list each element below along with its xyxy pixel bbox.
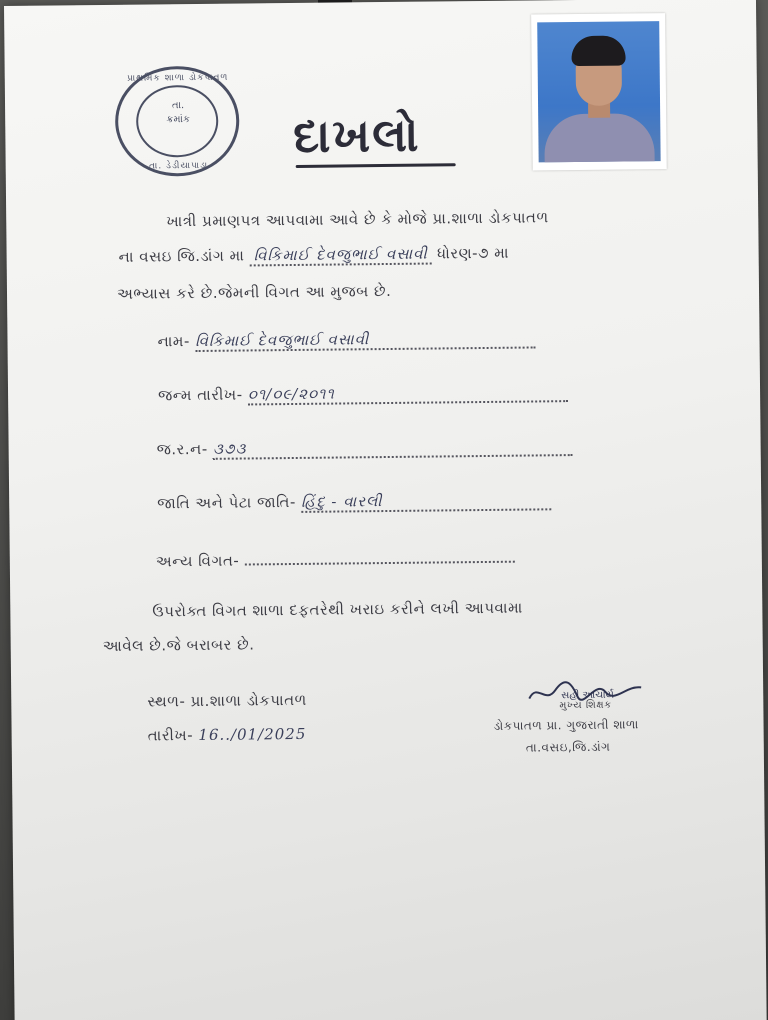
date-row — [148, 725, 307, 745]
field-caste — [157, 490, 551, 514]
field-name-label: નામ- — [157, 332, 190, 351]
signatory-title: મુખ્ય શિક્ષક — [559, 699, 612, 712]
field-dob-value: ૦૧/૦૯/૨૦૧૧ — [248, 382, 568, 405]
intro-line-1: ખાત્રી પ્રમાણપત્ર આપવામા આવે છે કે મોજે પ્રા.શાળા ડોકપાતળ — [166, 208, 549, 231]
school-stamp — [115, 66, 240, 177]
stamp-center-line1: તા. — [171, 100, 185, 112]
date-value: 16../01/2025 — [198, 724, 307, 745]
closing-line-1: ઉપરોક્ત વિગત શાળા દફતરેથી ખરાઇ કરીને લખી આપવામા — [152, 598, 523, 621]
place-label: સ્થળ- — [147, 692, 186, 711]
photo-hair — [571, 35, 625, 66]
field-caste-label: જાતિ અને પેટા જાતિ- — [157, 492, 296, 513]
stamp-ring-top: પ્રાથમિક શાળા ડોકપાતળ — [127, 72, 229, 84]
stamp-center-line2: ક્રમાંક — [166, 114, 191, 126]
intro-line-2 — [119, 244, 510, 266]
field-grn-label: જ.ર.ન- — [156, 439, 208, 459]
photo-image — [537, 21, 660, 162]
field-caste-value: હિંદુ - વારલી — [301, 490, 551, 513]
intro-student-name: વિકિમાઈ દેવજુભાઈ વસાવી — [250, 245, 432, 267]
photo-shirt — [544, 113, 655, 162]
field-grn — [157, 436, 574, 460]
field-grn-value: ૩૭૩ — [213, 436, 573, 460]
intro-line-3: અભ્યાસ કરે છે.જેમની વિગત આ મુજબ છે. — [116, 281, 392, 303]
intro-line-2-prefix: ના વસઇ જિ.ડાંગ મા — [118, 246, 245, 266]
field-name — [157, 328, 535, 352]
place-value: પ્રા.શાળા ડોકપાતળ — [190, 690, 307, 711]
field-other-value — [244, 545, 514, 566]
field-dob-label: જન્મ તારીખ- — [157, 385, 243, 405]
document-title: દાખલો — [293, 107, 421, 163]
student-photo — [531, 13, 667, 170]
closing-line-2: આવેલ છે.જે બરાબર છે. — [102, 635, 255, 656]
signatory-school: ડોકપાતળ પ્રા. ગુજરાતી શાળા — [493, 717, 639, 733]
title-underline — [296, 163, 456, 168]
signature-text: સહી આચાર્ય — [561, 689, 614, 702]
field-other-label: અન્ય વિગત- — [155, 551, 240, 571]
place-row — [147, 691, 307, 711]
signatory-taluka: તા.વસઇ,જિ.ડાંગ — [525, 739, 611, 755]
certificate-paper — [4, 0, 767, 1020]
field-other — [156, 545, 515, 571]
field-dob — [158, 382, 568, 406]
field-name-value: વિકિમાઈ દેવજુભાઈ વસાવી — [195, 328, 535, 352]
intro-line-2-suffix: ધોરણ-૭ મા — [436, 243, 510, 263]
date-label: તારીખ- — [147, 726, 194, 745]
stamp-center — [140, 99, 216, 128]
stamp-ring-bottom: તા. ડેડીયાપાડા — [149, 160, 209, 172]
